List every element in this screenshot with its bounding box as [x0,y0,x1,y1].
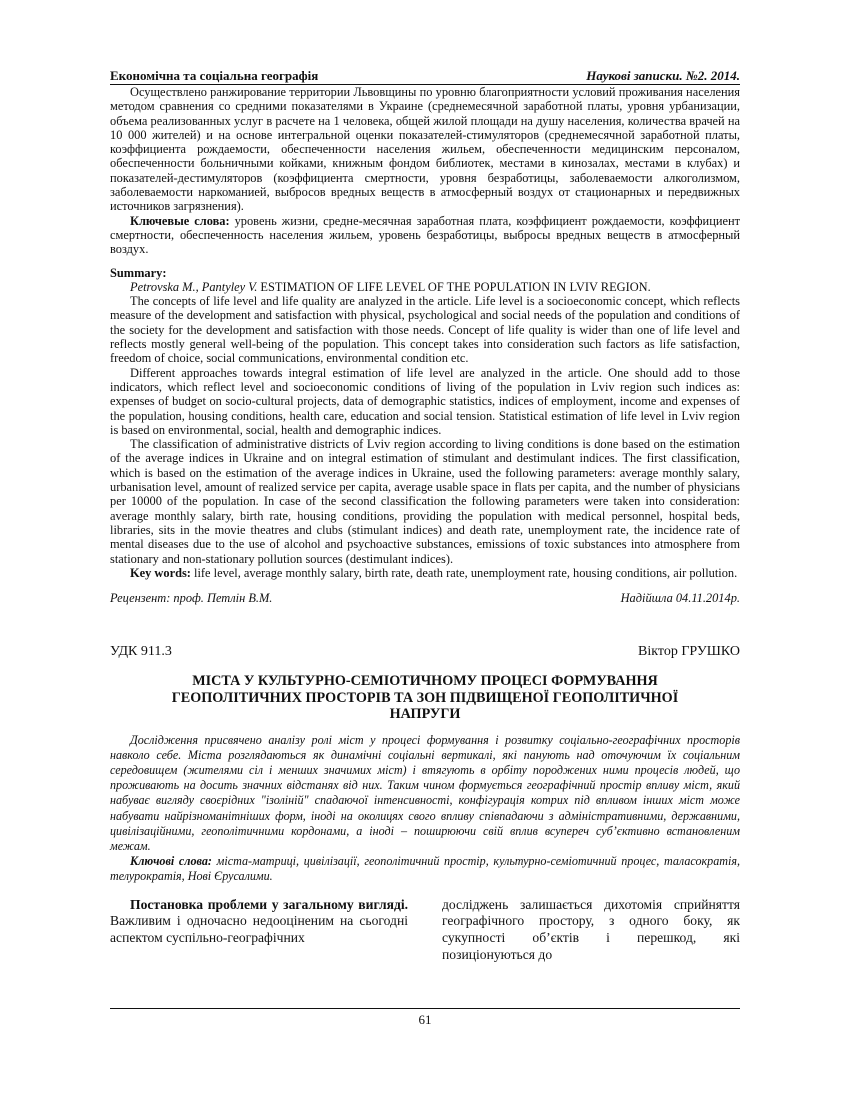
body-left-text: Важливим і одночасно недооціненим на сьогодні аспектом суспільно-географічних [110,913,408,946]
body-columns [110,897,740,964]
body-column-left [110,897,408,964]
article-title-line-3: НАПРУГИ [389,706,461,723]
summary-title: ESTIMATION OF LIFE LEVEL OF THE POPULATION IN LVIV REGION. [257,279,651,294]
body-column-right: досліджень залишається дихотомія сприйняття географічного простору, з одного боку, як сукупності об’єктів і перешкод, які позиціонуються до [442,896,740,963]
summary-heading: Summary: [110,265,167,280]
article-title-line-1: МІСТА У КУЛЬТУРНО-СЕМІОТИЧНОМУ ПРОЦЕСІ ФОРМУВАННЯ [192,673,658,690]
running-head [110,68,740,85]
journal-issue: Наукові записки. №2. 2014. [586,68,740,83]
ukrainian-keywords-text: міста-матриці, цивілізації, геополітичний простір, культурно-семіотичний процес, таласократія, телурократія, Нові Єрусалими. [110,854,741,884]
summary-keywords-label: Key words: [130,565,191,580]
udk-code: УДК 911.3 [110,644,172,660]
ukrainian-abstract: Дослідження присвячено аналізу ролі міст у процесі формування і розвитку соціально-географічних просторів навколо себе. Міста розглядаються як динамічні соціальні вертикалі, які панують над оточуючим їх соціальним середовищем (жителями сіл і менших значимих міст) і втягують в орбіту породжених ними процесів людей, що проживають на досить значних відстанях від них. Таким чином формується географічний простір впливу міст, який набуває вигляду своєрідних "ізоліній" спадаючої інтенсивності, конфігурація котрих під впливом інших міст може набувати найрізноманітніших форм, іноді на околицях свого впливу співпадаючи з адміністративними, державними, цивілізаційними, геополітичними кордонами, а іноді – поширюючи свій вплив всупереч суб’єктивно встановленим межам. [110,732,740,854]
footer-divider [110,1008,740,1009]
summary-authors: Petrovska M., Pantyley V. [130,279,258,294]
russian-keywords [110,214,740,257]
article-title [110,673,740,723]
signoff-row [110,591,740,605]
journal-section: Економічна та соціальна географія [110,68,319,83]
article-author: Віктор ГРУШКО [638,644,740,660]
summary-paragraph-2: Different approaches towards integral estimation of life level are analyzed in the article. One should add to those indicators, which reflect level and socioeconomic conditions of living of the population in Lviv region such indices as: expenses of budget on socio-cultural projects, data of demographic statistics, indices of employment, income and expenses of the population, housing conditions, health care, education and social tension. Statistical estimation of life level in Lviv region is based on environmental, social, health and demographic indices. [110,365,740,437]
russian-keywords-text: уровень жизни, средне-месячная заработная плата, коэффициент рождаемости, коэффициент смертности, обеспеченность населения жильем, уровень безработицы, выбросы вредных веществ в атмосферный воздух. [110,213,740,257]
russian-abstract: Осуществлено ранжирование территории Львовщины по уровню благоприятности условий проживания населения методом сравнения со средними показателями в Украине (среднемесячной заработной платы, уровня урбанизации, объема реализованных услуг в расчете на 1 человека, общей жилой площади на душу населения, количества врачей на 10 000 жителей) и на основе интегральной оценки показателей-стимуляторов (среднемесячной заработной платы, коэффициента рождаемости, обеспеченности населения жильем, обеспеченности медицинским персоналом, обеспеченности больничными койками, книжным фондом библиотек, местами в кинозалах, местами в клубах) и показателей-дестимуляторов (коэффициента смертности, уровня безработицы, заболеваемости алкоголизмом, заболеваемости наркоманией, выбросов вредных веществ в атмосферный воздух от стационарных и передвижных источников загрязнения). [110,85,740,214]
summary-paragraph-3: The classification of administrative districts of Lviv region according to living conditions is done based on the estimation of the average indices in Ukraine and on integral estimation of stimulant and destimulant indices. The first classification, which is based on the estimation of the average indices in Ukraine, used the following parameters: average monthly salary, urbanisation level, amount of realized service per capita, average usable space in flats per capita, and the number of physicians per 10000 of the population. In case of the second classification the following parameters were taken into consideration: average monthly salary, birth rate, housing conditions, providing the population with medical personnel, hospital beds, libraries, sits in the movie theatres and clubs (stimulant indices) and death rate, unemployment rate, the incidence rate of mental diseases due to the use of alcohol and psychoactive substances, emissions of toxic substances into atmosphere from stationary and non-stationary pollution sources (destimulant indices). [110,437,740,566]
received-date: Надійшла 04.11.2014р. [620,591,740,606]
reviewer: Рецензент: проф. Петлін В.М. [110,591,273,606]
ukrainian-keywords-label: Ключові слова: [130,854,212,869]
summary-keywords-text: life level, average monthly salary, birth rate, death rate, unemployment rate, housing conditions, air pollution. [190,565,738,580]
udk-author-row [110,644,740,660]
summary-title-line [110,280,740,294]
summary-keywords [110,566,740,580]
russian-keywords-label: Ключевые слова: [130,213,230,228]
summary-paragraph-1: The concepts of life level and life quality are analyzed in the article. Life level is a socioeconomic concept, which reflects measure of the development and satisfaction with physical, psychological and social needs of the population and conditions of the society for the development and satisfaction with those needs. Concept of life quality is wider than one of life level and reflects mostly general well-being of the population. This concept takes into consideration such factors as life satisfaction, freedom of choice, social communications, environmental condition etc. [110,294,740,366]
page-content [110,68,740,964]
ukrainian-keywords [110,854,740,884]
section-heading-problem: Постановка проблеми у загальному вигляді. [130,896,408,912]
page-number: 61 [418,1012,432,1027]
article-title-line-2: ГЕОПОЛІТИЧНИХ ПРОСТОРІВ ТА ЗОН ПІДВИЩЕНОЇ ГЕОПОЛІТИЧНОЇ [171,689,679,706]
